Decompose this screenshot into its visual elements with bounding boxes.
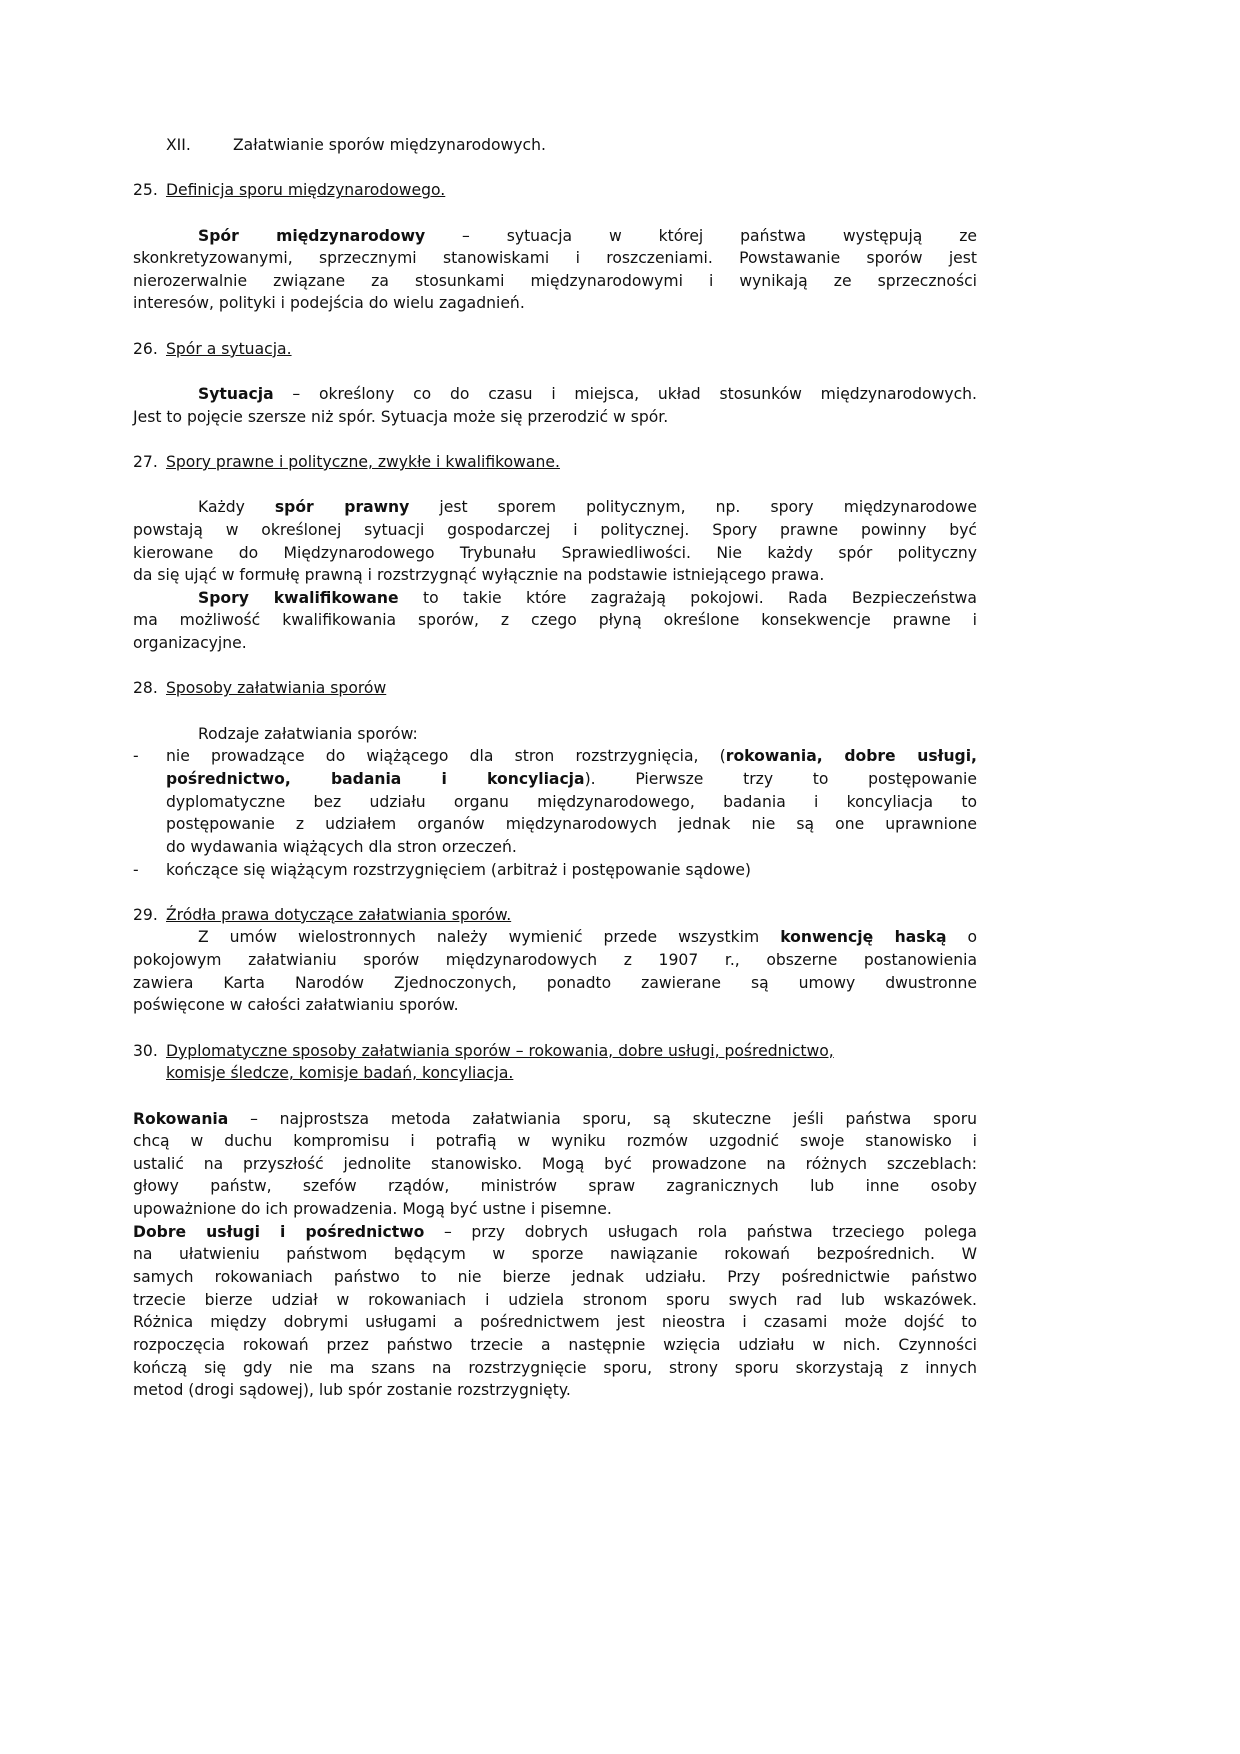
text-line: do wydawania wiążących dla stron orzeczeń. [166, 837, 517, 856]
text-line: trzecie bierze udział w rokowaniach i udziela stronom sporu swych rad lub wskazówek. [133, 1290, 977, 1309]
text-line [133, 587, 977, 610]
text-line: ma możliwość kwalifikowania sporów, z czego płyną określone konsekwencje prawne i [133, 611, 977, 630]
text-line: poświęcone w całości załatwianiu sporów. [133, 996, 459, 1015]
text-run: Dobre usługi i pośrednictwo [133, 1222, 425, 1241]
section-number: 29. [133, 905, 158, 924]
text-line: da się ująć w formułę prawną i rozstrzygnąć wyłącznie na podstawie istniejącego prawa. [133, 566, 825, 585]
text-line: na ułatwieniu państwom będącym w sporze nawiązanie rokowań bezpośrednich. W [133, 1245, 977, 1264]
section-heading-30 [133, 1040, 977, 1085]
text-run: – przy dobrych usługach rola państwa trzeciego polega [424, 1222, 977, 1241]
text-line: Jest to pojęcie szersze niż spór. Sytuacja może się przerodzić w spór. [133, 407, 669, 426]
list-item [133, 745, 977, 858]
text-line: nierozerwalnie związane za stosunkami międzynarodowymi i wynikają ze sprzeczności [133, 271, 977, 290]
text-run: Spory kwalifikowane [198, 588, 399, 607]
document-page [133, 134, 977, 1402]
text-line: Różnica między dobrymi usługami a pośrednictwem jest nieostra i czasami może dojść to [133, 1313, 977, 1332]
text-line: kierowane do Międzynarodowego Trybunału Sprawiedliwości. Nie każdy spór polityczny [133, 543, 977, 562]
section-heading-26 [133, 338, 977, 361]
text-run: – sytuacja w której państwa występują ze [425, 226, 977, 245]
list-intro: Rodzaje załatwiania sporów: [198, 724, 418, 743]
text-line: ustalić na przyszłość jednolite stanowisko. Mogą być prowadzone na różnych szczeblach: [133, 1154, 977, 1173]
paragraph-spory-prawne [133, 496, 977, 654]
text-line [133, 496, 977, 519]
text-run: – najprostsza metoda załatwiania sporu, są skuteczne jeśli państwa sporu [228, 1109, 977, 1128]
text-run: konwencję haską [780, 928, 947, 947]
text-line: powstają w określonej sytuacji gospodarczej i politycznej. Spory prawne powinny być [133, 520, 977, 539]
text-run: jest sporem politycznym, np. spory międzynarodowe [409, 498, 977, 517]
paragraph-rokowania [133, 1108, 977, 1221]
text-line: interesów, polityki i podejścia do wielu zagadnień. [133, 294, 525, 313]
text-line [166, 768, 977, 791]
text-line: metod (drogi sądowej), lub spór zostanie rozstrzygnięty. [133, 1381, 571, 1400]
chapter-number: XII. [166, 136, 191, 154]
text-line: kończące się wiążącym rozstrzygnięciem (arbitraż i postępowanie sądowe) [166, 860, 752, 879]
list-item [133, 859, 977, 882]
section-number: 26. [133, 339, 158, 358]
text-line: postępowanie z udziałem organów międzynarodowych jednak nie są one uprawnione [166, 815, 977, 834]
text-run: Z umów wielostronnych należy wymienić przede wszystkim [198, 928, 781, 947]
text-run: o [946, 928, 977, 947]
text-line [133, 1221, 977, 1244]
text-line: kończą się gdy nie ma szans na rozstrzygnięcie sporu, strony sporu skorzystają z innych [133, 1358, 977, 1377]
text-line: dyplomatyczne bez udziału organu międzynarodowego, badania i koncyliacja to [166, 792, 977, 811]
text-line: rozpoczęcia rokowań przez państwo trzecie a następnie wzięcia udziału w nich. Czynności [133, 1335, 977, 1354]
text-run: – określony co do czasu i miejsca, układ stosunków międzynarodowych. [273, 385, 977, 404]
text-line: upoważnione do ich prowadzenia. Mogą być ustne i pisemne. [133, 1200, 612, 1219]
text-run: Sytuacja [198, 385, 274, 404]
section-heading-text: Spór a sytuacja. [166, 339, 292, 358]
text-line: pokojowym załatwianiu sporów międzynarodowych z 1907 r., obszerne postanowienia [133, 951, 977, 970]
text-run: rokowania, dobre usługi, [725, 747, 977, 766]
section-heading-text: Spory prawne i polityczne, zwykłe i kwalifikowane. [166, 452, 560, 471]
section-heading-text: Definicja sporu międzynarodowego. [166, 181, 446, 200]
text-run: pośrednictwo, badania i koncyliacja [166, 769, 585, 788]
text-line [133, 383, 977, 406]
chapter-title [133, 134, 977, 157]
text-run: spór prawny [274, 498, 410, 517]
paragraph-spor-definition [133, 225, 977, 316]
text-run: Każdy [198, 498, 275, 517]
section-heading-text: komisje śledcze, komisje badań, koncyliacja. [166, 1064, 514, 1083]
section-number: 30. [133, 1041, 158, 1060]
section-number: 28. [133, 679, 158, 698]
paragraph-dobre-uslugi [133, 1221, 977, 1402]
text-run: ). Pierwsze trzy to postępowanie [584, 769, 977, 788]
text-run: Spór międzynarodowy [198, 226, 426, 245]
section-heading-text: Sposoby załatwiania sporów [166, 679, 387, 698]
chapter-title-text: Załatwianie sporów międzynarodowych. [233, 136, 546, 154]
text-line [166, 745, 977, 768]
bullet-dash: - [133, 860, 139, 879]
text-line [133, 1108, 977, 1131]
text-line [133, 926, 977, 949]
text-line: głowy państw, szefów rządów, ministrów spraw zagranicznych lub inne osoby [133, 1177, 977, 1196]
section-number: 25. [133, 181, 158, 200]
paragraph-zrodla-prawa [133, 926, 977, 1017]
text-run: Rokowania [133, 1109, 229, 1128]
section-heading-text: Źródła prawa dotyczące załatwiania sporów. [166, 905, 512, 924]
bullet-dash: - [133, 747, 139, 766]
text-line: chcą w duchu kompromisu i potrafią w wyniku rozmów uzgodnić swoje stanowisko i [133, 1132, 977, 1151]
section-heading-25 [133, 179, 977, 202]
text-line: skonkretyzowanymi, sprzecznymi stanowiskami i roszczeniami. Powstawanie sporów jest [133, 249, 977, 268]
text-line [133, 225, 977, 248]
text-line: zawiera Karta Narodów Zjednoczonych, ponadto zawierane są umowy dwustronne [133, 973, 977, 992]
section-heading-27 [133, 451, 977, 474]
text-line: organizacyjne. [133, 634, 247, 653]
text-line: samych rokowaniach państwo to nie bierze jednak udziału. Przy pośrednictwie państwo [133, 1268, 977, 1287]
section-number: 27. [133, 452, 158, 471]
section-heading-text: Dyplomatyczne sposoby załatwiania sporów – rokowania, dobre usługi, pośrednictwo, [166, 1041, 834, 1060]
text-run: nie prowadzące do wiążącego dla stron rozstrzygnięcia, ( [166, 747, 726, 766]
section-heading-29 [133, 904, 977, 927]
paragraph-sytuacja [133, 383, 977, 428]
section-heading-28 [133, 677, 977, 700]
text-run: to takie które zagrażają pokojowi. Rada Bezpieczeństwa [398, 588, 977, 607]
